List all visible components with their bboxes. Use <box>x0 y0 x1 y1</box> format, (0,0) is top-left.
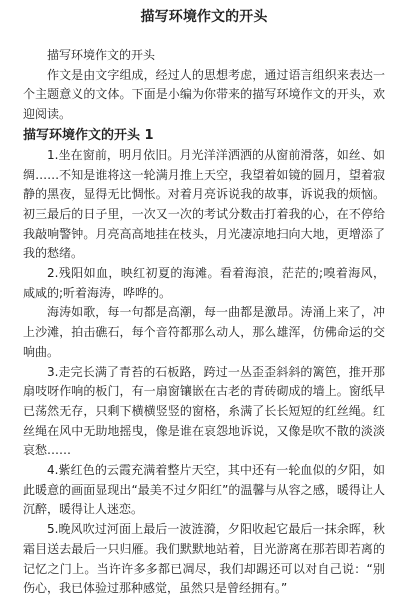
paragraph-5: 4.紫红色的云霞充满着整片天空，其中还有一轮血似的夕阳，如此暖意的画面显现出“最美不过夕阳红”的温馨与从容之感，暖得让人沉醉，暖得让人迷恋。 <box>23 463 385 517</box>
paragraph-3: 海涛如歌，每一句都是高潮，每一曲都是激昂。涛涌上来了，冲上沙滩，拍击礁石，每个音符都那么动人，那么雄浑，仿佛命运的交响曲。 <box>23 305 385 359</box>
section-heading: 描写环境作文的开头 1 <box>23 127 154 143</box>
intro-subtitle: 描写环境作文的开头 <box>47 48 156 62</box>
paragraph-4: 3.走完长满了青苔的石板路，跨过一丛歪歪斜斜的篱笆，推开那扇吱呀作响的板门，有一扇窗镶嵌在古老的青砖砌成的墙上。窗纸早已荡然无存，只剩下横横竖竖的窗格，糸满了长长短短的红丝绳。红丝绳在风中无助地摇曳，像是谁在哀怨地诉说，又像是吹不散的淡淡哀愁…… <box>23 364 385 458</box>
intro-paragraph: 作文是由文字组成，经过人的思想考虑，通过语言组织来表达一个主题意义的文体。下面是小编为你带来的描写环境作文的开头，欢迎阅读。 <box>23 67 385 122</box>
paragraph-6: 5.晚风吹过河面上最后一波涟漪，夕阳收起它最后一抹余晖，秋霜目送去最后一只归雁。我们默默地站着，目光游离在那若即若离的记忆之门上。当许许多多都已凋尽，我们却踢还可以对自己说：“别伤心，我已体验过那种感觉，虽然只是曾经拥有。” <box>23 522 385 596</box>
paragraph-2: 2.残阳如血，映红初夏的海滩。看着海浪，茫茫的;嗅着海风，咸咸的;听着海涛，哗哗的。 <box>23 266 385 300</box>
paragraph-1: 1.坐在窗前，明月依旧。月光洋洋洒洒的从窗前滑落，如丝、如绸……不知是谁将这一轮满月推上天空，我望着如镜的圆月，望着寂静的黑夜，显得无比惆怅。对着月亮诉说我的故事，诉说我的烦恼。初三最后的日子里，一次又一次的考试分数击打着我的心，在不停给我敲响警钟。月亮高高地挂在枝头，月光凄凉地扫向大地，更增添了我的愁绪。 <box>23 147 385 261</box>
page-title: 描写环境作文的开头 <box>140 9 268 25</box>
